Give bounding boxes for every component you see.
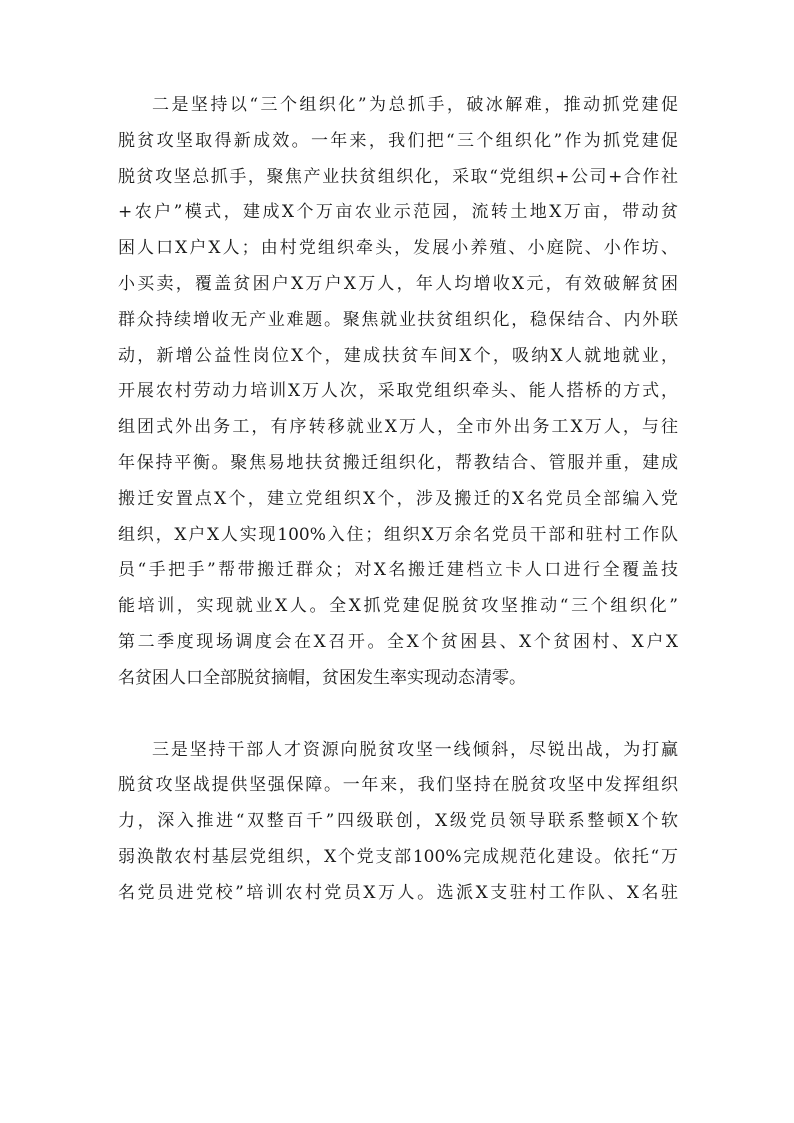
- text-line: 三是坚持干部人才资源向脱贫攻坚一线倾斜，尽锐出战，为打赢: [152, 739, 678, 760]
- text-line: 脱贫攻坚战提供坚强保障。一年来，我们坚持在脱贫攻坚中发挥组织: [118, 775, 678, 796]
- text-line: 开展农村劳动力培训X万人次，采取党组织牵头、能人搭桥的方式，: [118, 381, 678, 402]
- text-line: +农户”模式，建成X个万亩农业示范园，流转土地X万亩，带动贫: [118, 202, 678, 223]
- text-line: 能培训，实现就业X人。全X抓党建促脱贫攻坚推动“三个组织化”: [118, 596, 678, 617]
- text-line: 名党员进党校”培训农村党员X万人。选派X支驻村工作队、X名驻: [118, 882, 678, 903]
- text-line: 小买卖，覆盖贫困户X万户X万人，年人均增收X元，有效破解贫困: [118, 273, 678, 294]
- document-body: [118, 88, 678, 912]
- text-line: 脱贫攻坚取得新成效。一年来，我们把“三个组织化”作为抓党建促: [118, 130, 678, 151]
- text-line: 名贫困人口全部脱贫摘帽，贫困发生率实现动态清零。: [118, 667, 526, 688]
- text-line: 力，深入推进“双整百千”四级联创，X级党员领导联系整顿X个软: [118, 811, 678, 832]
- paragraph-spacer: [118, 697, 678, 733]
- text-line: 第二季度现场调度会在X召开。全X个贫困县、X个贫困村、X户X: [118, 631, 678, 652]
- paragraph-poverty-organization: [118, 88, 678, 697]
- paragraph-cadre-talent: [118, 733, 678, 912]
- text-line: 组团式外出务工，有序转移就业X万人，全市外出务工X万人，与往: [118, 417, 678, 438]
- text-line: 脱贫攻坚总抓手，聚焦产业扶贫组织化，采取“党组织+公司+合作社: [118, 166, 678, 187]
- text-line: 组织，X户X人实现100%入住；组织X万余名党员干部和驻村工作队: [118, 524, 678, 545]
- text-line: 困人口X户X人；由村党组织牵头，发展小养殖、小庭院、小作坊、: [118, 238, 678, 259]
- text-line: 弱涣散农村基层党组织，X个党支部100%完成规范化建设。依托“万: [118, 846, 678, 867]
- text-line: 搬迁安置点X个，建立党组织X个，涉及搬迁的X名党员全部编入党: [118, 488, 678, 509]
- text-line: 群众持续增收无产业难题。聚焦就业扶贫组织化，稳保结合、内外联: [118, 309, 678, 330]
- text-line: 年保持平衡。聚焦易地扶贫搬迁组织化，帮教结合、管服并重，建成: [118, 452, 678, 473]
- text-line: 动，新增公益性岗位X个，建成扶贫车间X个，吸纳X人就地就业，: [118, 345, 678, 366]
- text-line: 二是坚持以“三个组织化”为总抓手，破冰解难，推动抓党建促: [152, 95, 678, 115]
- text-line: 员“手把手”帮带搬迁群众；对X名搬迁建档立卡人口进行全覆盖技: [118, 560, 678, 581]
